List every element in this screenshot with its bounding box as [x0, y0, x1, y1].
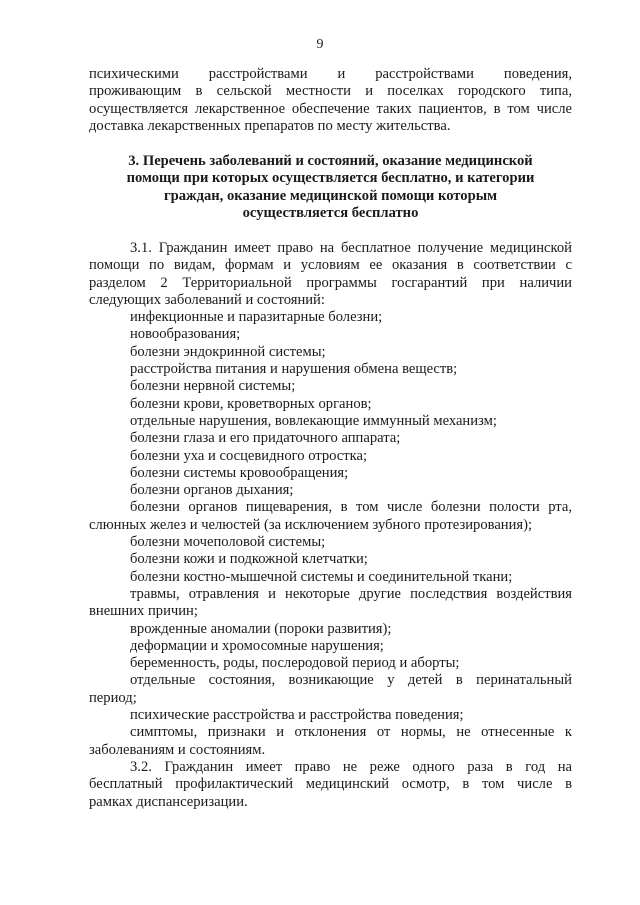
text-line: помощи по видам, формам и условиям ее оказания в соответствии с: [89, 257, 572, 274]
list-item: инфекционные и паразитарные болезни;: [130, 309, 383, 326]
text-line: доставка лекарственных препаратов по месту жительства.: [89, 117, 451, 134]
list-item: психические расстройства и расстройства поведения;: [130, 707, 464, 724]
list-item: симптомы, признаки и отклонения от нормы, не отнесенные к: [130, 724, 572, 741]
text-line: рамках диспансеризации.: [89, 793, 248, 810]
text-line: следующих заболеваний и состояний:: [89, 291, 325, 308]
list-item-continuation: внешних причин;: [89, 603, 198, 620]
list-item: травмы, отравления и некоторые другие последствия воздействия: [130, 585, 572, 602]
list-item: болезни крови, кроветворных органов;: [130, 395, 372, 412]
list-item: новообразования;: [130, 326, 241, 343]
list-item: болезни кожи и подкожной клетчатки;: [130, 551, 368, 568]
list-item: беременность, роды, послеродовой период и аборты;: [130, 655, 460, 672]
text-line: 3.1. Гражданин имеет право на бесплатное получение медицинской: [130, 240, 572, 256]
list-item-continuation: слюнных желез и челюстей (за исключением зубного протезирования);: [89, 516, 533, 533]
list-item: отдельные нарушения, вовлекающие иммунный механизм;: [130, 412, 497, 429]
list-item: болезни глаза и его придаточного аппарата;: [130, 430, 401, 447]
list-item: болезни органов пищеварения, в том числе болезни полости рта,: [130, 499, 572, 516]
heading-line: помощи при которых осуществляется бесплатно, и категории: [126, 170, 535, 187]
list-item: отдельные состояния, возникающие у детей в перинатальный: [130, 672, 572, 689]
text-line: бесплатный профилактический медицинский осмотр, в том числе в: [89, 776, 572, 793]
heading-line: осуществляется бесплатно: [242, 204, 419, 221]
list-item: врожденные аномалии (пороки развития);: [130, 620, 392, 637]
heading-line: 3. Перечень заболеваний и состояний, оказание медицинской: [128, 153, 533, 169]
list-item: болезни нервной системы;: [130, 378, 296, 395]
text-line: осуществляется лекарственное обеспечение таких пациентов, в том числе: [89, 100, 572, 117]
paragraph-3-1: [89, 240, 572, 811]
text-line: проживающим в сельской местности и поселках городского типа,: [89, 83, 572, 100]
heading-line: граждан, оказание медицинской помощи которым: [163, 187, 498, 204]
list-item: болезни костно-мышечной системы и соединительной ткани;: [130, 568, 513, 585]
text-line: разделом 2 Территориальной программы госгарантий при наличии: [89, 274, 572, 291]
list-item-continuation: период;: [89, 689, 137, 706]
page-number: 9: [316, 37, 324, 52]
list-item: деформации и хромосомные нарушения;: [130, 637, 384, 654]
text-line: психическими расстройствами и расстройствами поведения,: [89, 66, 572, 82]
list-item: болезни мочеполовой системы;: [130, 534, 326, 551]
list-item: болезни системы кровообращения;: [130, 464, 349, 481]
text-line: 3.2. Гражданин имеет право не реже одного раза в год на: [130, 758, 572, 775]
list-item: расстройства питания и нарушения обмена веществ;: [130, 361, 458, 378]
section-heading: [89, 153, 572, 222]
list-item: болезни эндокринной системы;: [130, 343, 326, 360]
list-item-continuation: заболеваниям и состояниям.: [89, 741, 266, 758]
list-item: болезни органов дыхания;: [130, 482, 294, 499]
list-item: болезни уха и сосцевидного отростка;: [130, 447, 368, 464]
intro-paragraph: [89, 66, 572, 135]
